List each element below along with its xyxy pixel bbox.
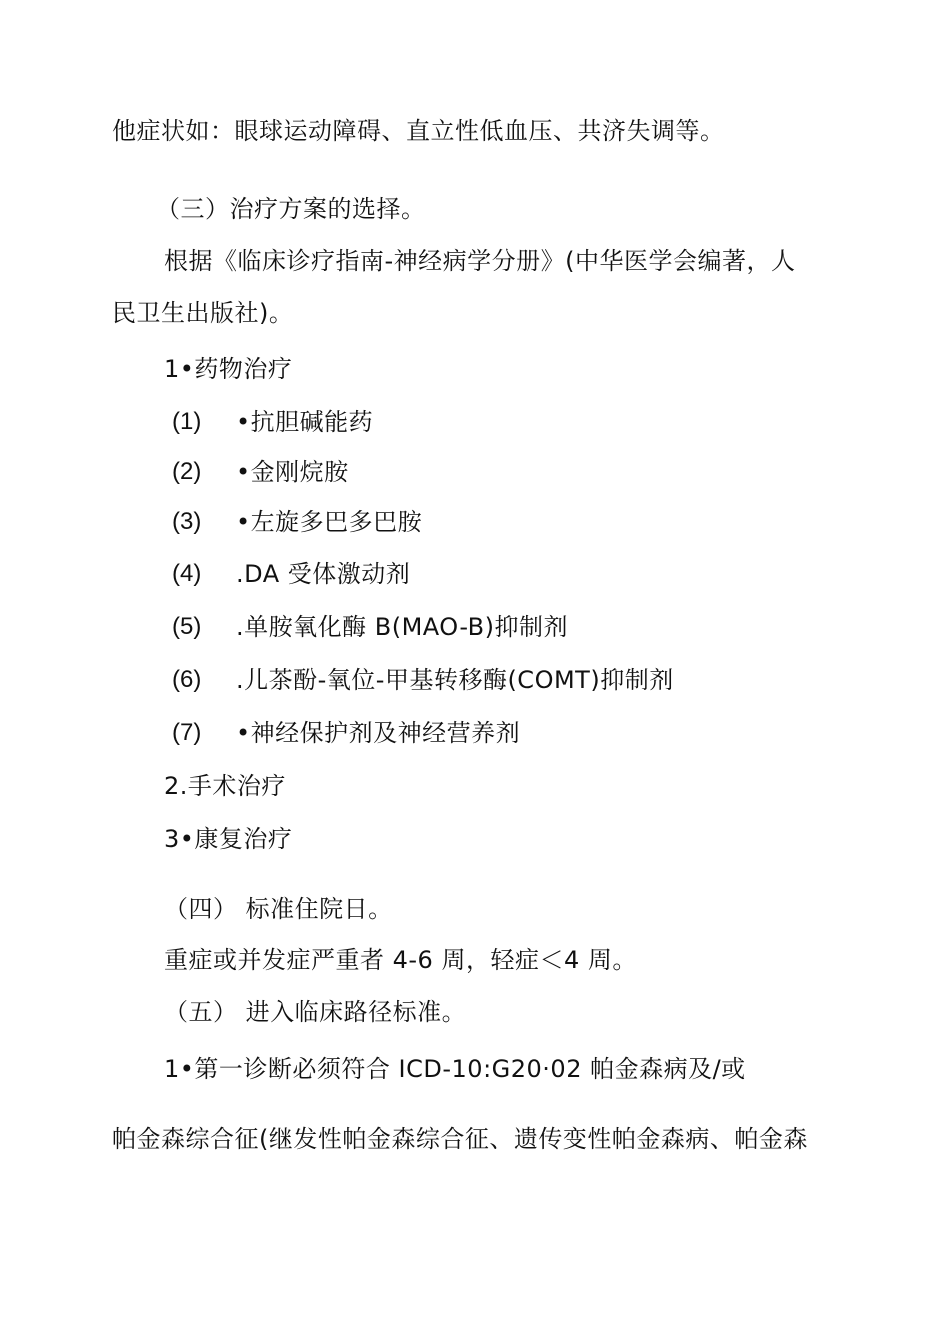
- drug-item-number: (2): [172, 458, 202, 485]
- section-heading-hospital-stay: （四） 标准住院日。: [164, 895, 393, 923]
- drug-item-number: (6): [172, 666, 202, 693]
- drug-item-number: (4): [172, 560, 202, 587]
- drug-item-number: (5): [172, 613, 202, 640]
- paragraph-diagnosis-criteria-2: 帕金森综合征(继发性帕金森综合征、遗传变性帕金森病、帕金森: [112, 1125, 808, 1153]
- drug-item-text: .DA 受体激动剂: [236, 560, 411, 588]
- drug-item-number: (7): [172, 719, 202, 746]
- subheading-surgical-therapy: 2.手术治疗: [164, 772, 286, 800]
- drug-item-number: (3): [172, 508, 202, 535]
- subheading-drug-therapy: 1•药物治疗: [164, 355, 293, 383]
- drug-item-text: •金刚烷胺: [236, 458, 349, 486]
- drug-item-text: .单胺氧化酶 B(MAO-B)抑制剂: [236, 613, 568, 641]
- drug-item-text: •神经保护剂及神经营养剂: [236, 719, 521, 747]
- section-heading-pathway-criteria: （五） 进入临床路径标准。: [164, 998, 467, 1026]
- paragraph-guideline-reference-2: 民卫生出版社)。: [112, 299, 294, 327]
- drug-item-text: •左旋多巴多巴胺: [236, 508, 423, 536]
- drug-item-number: (1): [172, 408, 202, 435]
- paragraph-symptoms-continued: 他症状如：眼球运动障碍、直立性低血压、共济失调等。: [112, 117, 725, 145]
- subheading-rehabilitation-therapy: 3•康复治疗: [164, 825, 293, 853]
- paragraph-guideline-reference-1: 根据《临床诊疗指南-神经病学分册》(中华医学会编著，人: [164, 247, 796, 275]
- paragraph-diagnosis-criteria-1: 1•第一诊断必须符合 ICD-10:G20·02 帕金森病及/或: [164, 1055, 746, 1083]
- drug-item-text: •抗胆碱能药: [236, 408, 374, 436]
- drug-item-text: .儿茶酚-氧位-甲基转移酶(COMT)抑制剂: [236, 666, 674, 694]
- section-heading-treatment-selection: （三）治疗方案的选择。: [156, 195, 426, 223]
- paragraph-hospital-stay-duration: 重症或并发症严重者 4-6 周，轻症＜4 周。: [164, 946, 637, 974]
